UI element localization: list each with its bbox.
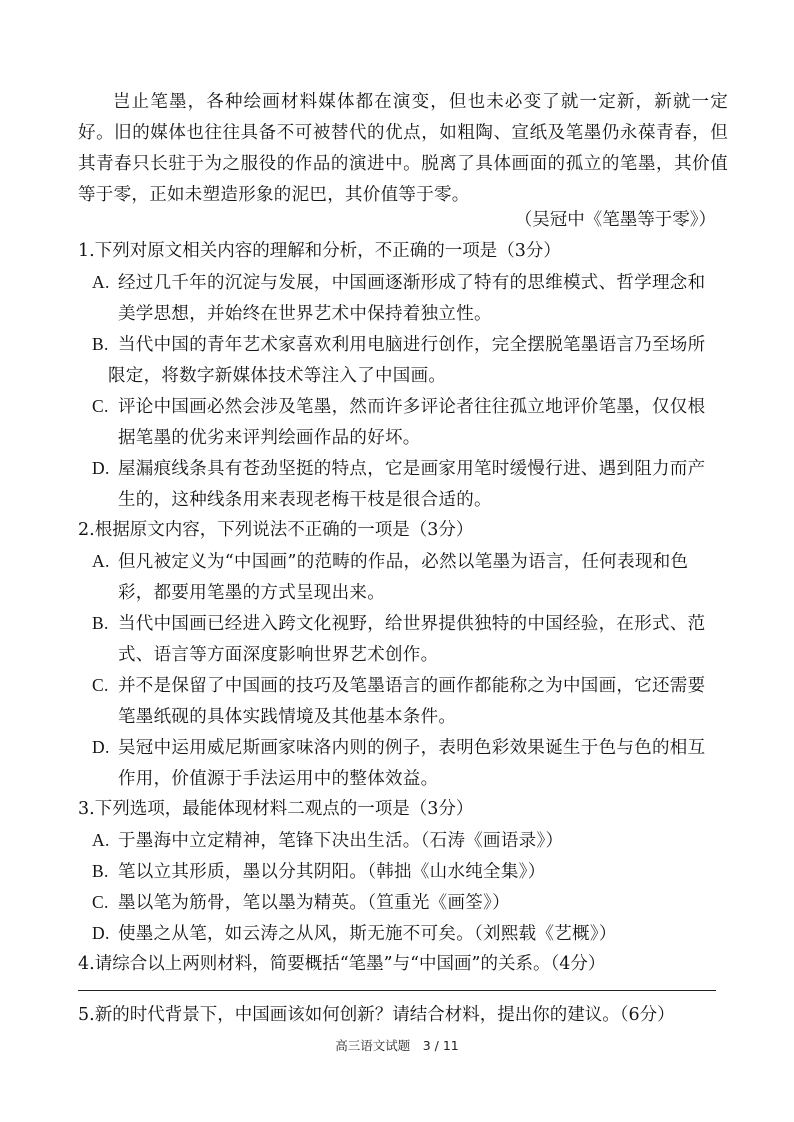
question-3-stem: 3.下列选项，最能体现材料二观点的一项是（3分） (78, 799, 474, 819)
question-4-stem: 4.请综合以上两则材料，简要概括“笔墨”与“中国画”的关系。（4分） (78, 954, 606, 974)
question-1-option-d: D. 屋漏痕线条具有苍劲坚挺的特点，它是画家用笔时缓慢行进、遇到阻力而产 生的，这种线条用来表现老梅干枝是很合适的。 (92, 458, 706, 510)
question-3-option-b: B. 笔以立其形质，墨以分其阴阳。（韩拙《山水纯全集》） (92, 861, 546, 882)
question-2-option-c: C. 并不是保留了中国画的技巧及笔墨语言的画作都能称之为中国画，它还需要 笔墨纸砚的具体实践情境及其他基本条件。 (92, 675, 706, 727)
answer-line (78, 990, 716, 991)
question-3-option-c: C. 墨以笔为筋骨，笔以墨为精英。（笪重光《画筌》） (92, 892, 510, 913)
question-1-option-b: B. 当代中国的青年艺术家喜欢利用电脑进行创作，完全摆脱笔墨语言乃至场所 限定，将数字新媒体技术等注入了中国画。 (92, 334, 706, 386)
passage-source: （吴冠中《笔墨等于零》） (514, 210, 716, 230)
page-footer: 高三语文试题 3 / 11 (335, 1038, 459, 1053)
question-2-stem: 2.根据原文内容，下列说法不正确的一项是（3分） (78, 520, 474, 540)
question-3-option-a: A. 于墨海中立定精神，笔锋下决出生活。（石涛《画语录》） (92, 830, 564, 851)
question-1-option-c: C. 评论中国画必然会涉及笔墨，然而许多评论者往往孤立地评价笔墨，仅仅根 据笔墨的优劣来评判绘画作品的好坏。 (92, 396, 706, 448)
question-2-option-a: A. 但凡被定义为“中国画”的范畴的作品，必然以笔墨为语言，任何表现和色 彩，都要用笔墨的方式呈现出来。 (92, 551, 689, 603)
question-1-stem: 1.下列对原文相关内容的理解和分析，不正确的一项是（3分） (78, 241, 561, 261)
question-5-stem: 5.新的时代背景下，中国画该如何创新？请结合材料，提出你的建议。（6分） (78, 1005, 675, 1025)
question-2-option-d: D. 吴冠中运用威尼斯画家味洛内则的例子，表明色彩效果诞生于色与色的相互 作用，价值源于手法运用中的整体效益。 (92, 737, 706, 789)
question-2-option-b: B. 当代中国画已经进入跨文化视野，给世界提供独特的中国经验，在形式、范 式、语言等方面深度影响世界艺术创作。 (92, 613, 706, 665)
question-3-option-d: D. 使墨之从笔，如云涛之从风，斯无施不可矣。（刘熙载《艺概》） (92, 923, 617, 944)
passage-paragraph: 岂止笔墨，各种绘画材料媒体都在演变，但也未必变了就一定新，新就一定好。旧的媒体也往往具备不可被替代的优点，如粗陶、宣纸及笔墨仍永葆青春，但其青春只长驻于为之服役的作品的演进中。脱离了具体画面的孤立的笔墨，其价值等于零，正如未塑造形象的泥巴，其价值等于零。 (78, 92, 728, 205)
question-1-option-a: A. 经过几千年的沉淀与发展，中国画逐渐形成了特有的思维模式、哲学理念和 美学思想，并始终在世界艺术中保持着独立性。 (92, 272, 706, 324)
